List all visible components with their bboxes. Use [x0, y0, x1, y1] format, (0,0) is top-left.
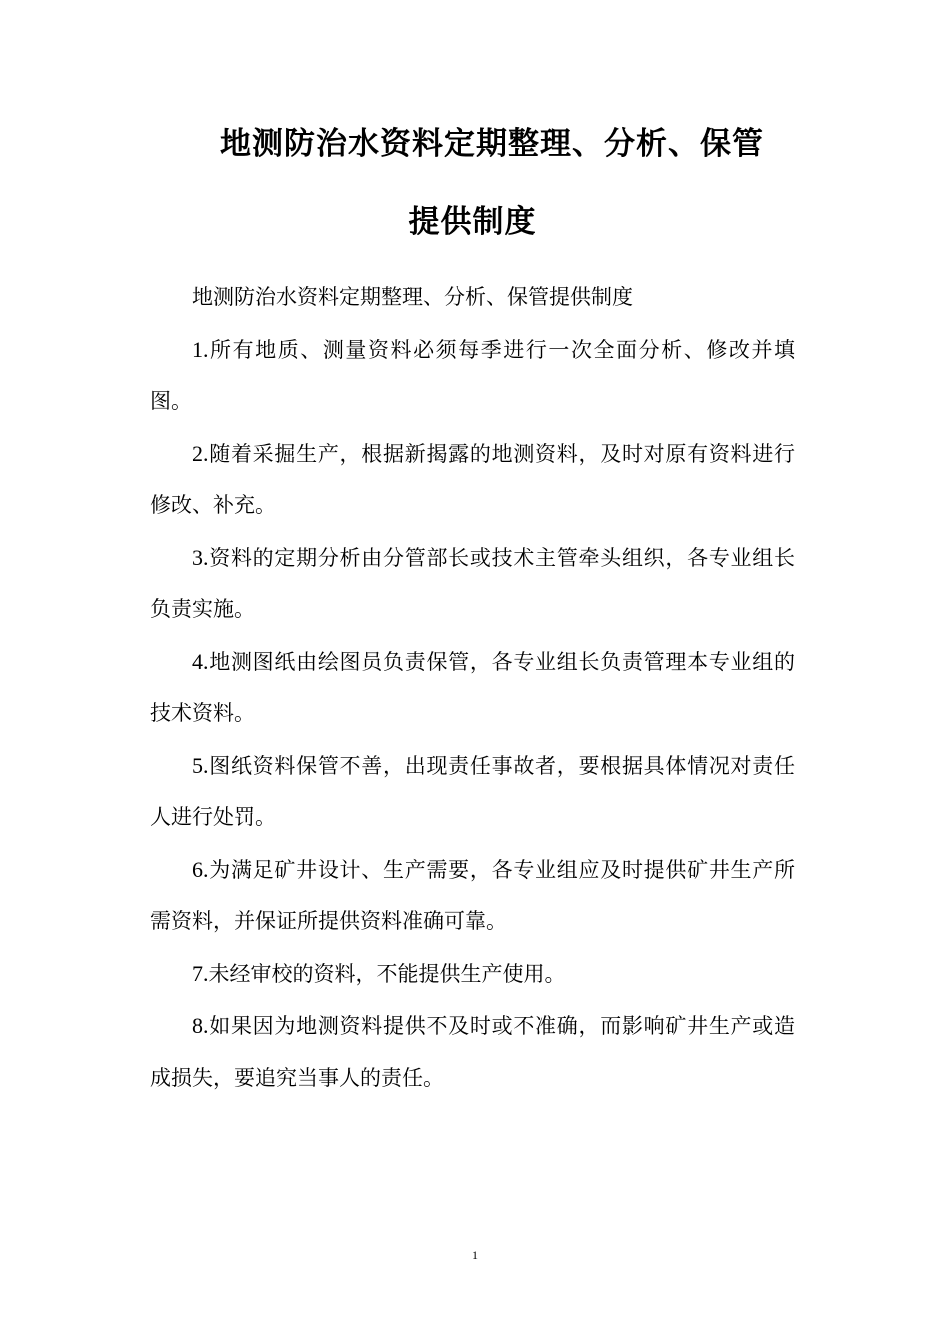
page-number: 1 [472, 1248, 478, 1262]
item-text: 所有地质、测量资料必须每季进行一次全面分析、修改并填图。 [150, 337, 795, 413]
document-body [150, 272, 795, 1104]
list-item [150, 1000, 795, 1104]
item-text: 未经审校的资料，不能提供生产使用。 [208, 961, 566, 986]
item-number: 5. [192, 752, 209, 778]
list-item [150, 948, 795, 1001]
item-number: 7. [192, 960, 209, 986]
item-text: 图纸资料保管不善，出现责任事故者，要根据具体情况对责任人进行处罚。 [150, 753, 795, 829]
item-text: 如果因为地测资料提供不及时或不准确，而影响矿井生产或造成损失，要追究当事人的责任。 [150, 1014, 795, 1090]
item-text: 地测图纸由绘图员负责保管，各专业组长负责管理本专业组的技术资料。 [150, 649, 795, 725]
item-number: 3. [192, 544, 209, 570]
item-text: 随着采掘生产，根据新揭露的地测资料，及时对原有资料进行修改、补充。 [150, 441, 795, 517]
item-number: 2. [192, 440, 209, 466]
item-number: 6. [192, 856, 209, 882]
item-number: 1. [192, 336, 209, 362]
list-item [150, 532, 795, 636]
item-text: 为满足矿井设计、生产需要，各专业组应及时提供矿井生产所需资料，并保证所提供资料准确可靠。 [150, 857, 795, 933]
list-item [150, 740, 795, 844]
item-text: 资料的定期分析由分管部长或技术主管牵头组织，各专业组长负责实施。 [150, 545, 795, 621]
document-subtitle: 地测防治水资料定期整理、分析、保管提供制度 [192, 285, 633, 309]
list-item [150, 844, 795, 948]
item-number: 8. [192, 1013, 209, 1038]
document-title-line-2: 提供制度 [408, 204, 537, 240]
item-number: 4. [192, 648, 209, 674]
list-item [150, 636, 795, 740]
list-item [150, 428, 795, 532]
list-item [150, 324, 795, 428]
document-title-line-1: 地测防治水资料定期整理、分析、保管 [220, 126, 764, 162]
